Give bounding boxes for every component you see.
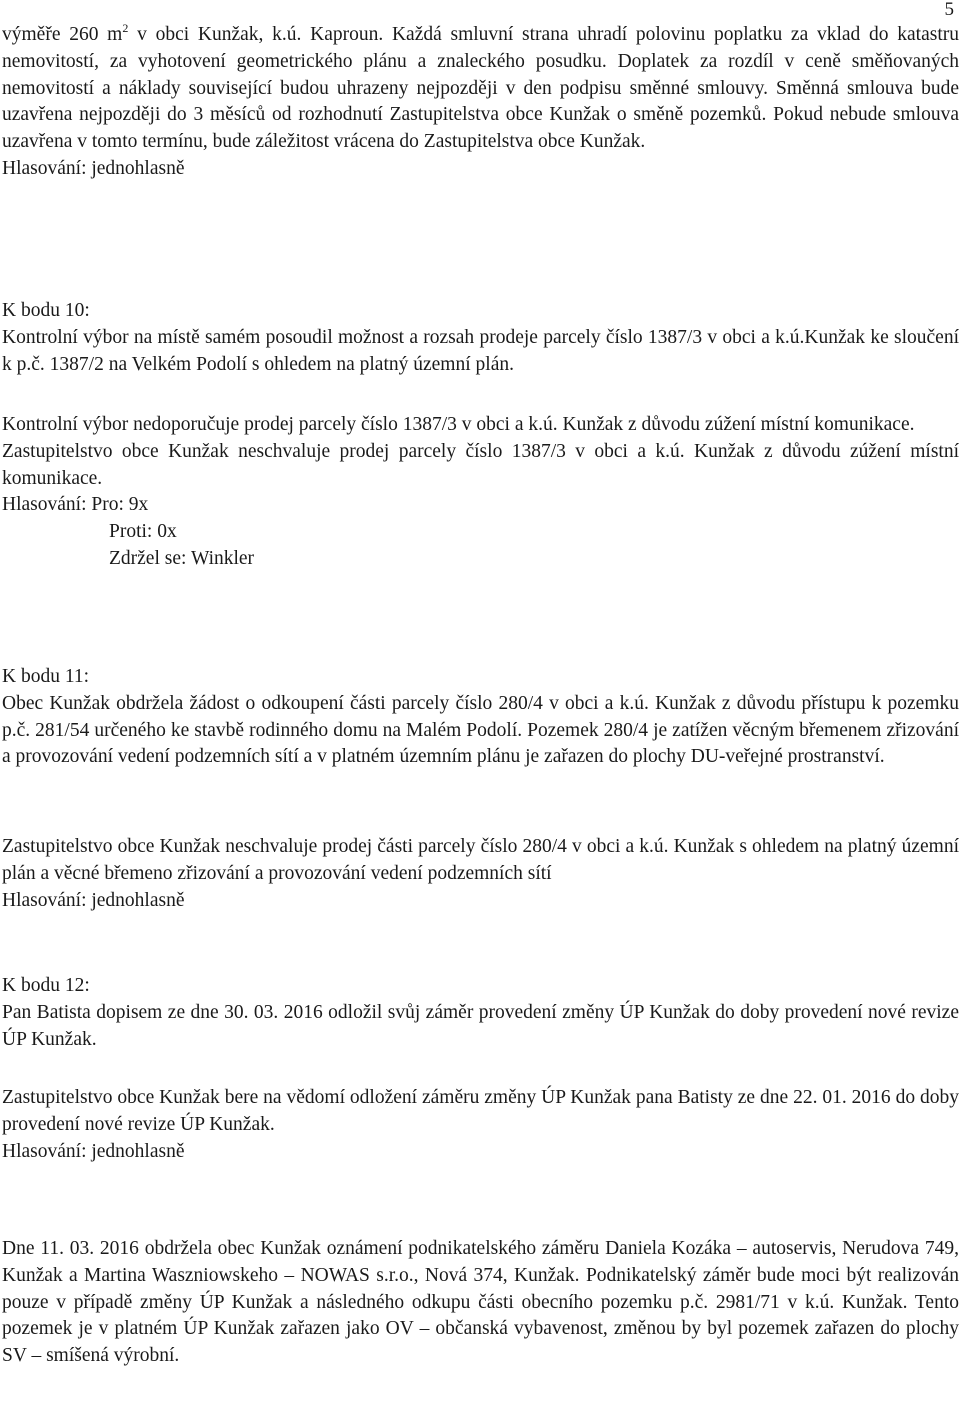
vote-abstain: Zdržel se: Winkler [109, 547, 255, 569]
item-paragraph: Zastupitelstvo obce Kunžak neschvaluje prodej části parcely číslo 280/4 v obci a k.ú. Kunžak s ohledem na platný územní plán a věcné břemeno zřizování a provozování vedení podzemních sítí [2, 836, 959, 884]
item-paragraph: Kontrolní výbor na místě samém posoudil možnost a rozsah prodeje parcely číslo 1387/3 v obci a k.ú.Kunžak ke sloučení k p.č. 1387/2 na Velkém Podolí s ohledem na platný územní plán. [2, 326, 959, 375]
item-11-decision [2, 834, 959, 914]
closing-section [2, 1236, 959, 1370]
item-paragraph: Pan Batista dopisem ze dne 30. 03. 2016 odložil svůj záměr provedení změny ÚP Kunžak do doby provedení nové revize ÚP Kunžak. [2, 1001, 959, 1050]
item-11-section [2, 664, 959, 771]
item-12-decision [2, 1085, 959, 1165]
intro-paragraph [2, 22, 959, 156]
vote-result: Hlasování: Pro: 9x [2, 494, 149, 516]
item-heading: K bodu 12: [2, 975, 90, 996]
vote-result: Hlasování: jednohlasně [2, 1140, 185, 1162]
vote-against: Proti: 0x [109, 521, 177, 543]
vote-result: Hlasování: jednohlasně [2, 157, 185, 179]
page-number: 5 [944, 0, 954, 20]
closing-paragraph: Dne 11. 03. 2016 obdržela obec Kunžak oznámení podnikatelského záměru Daniela Kozáka – autoservis, Nerudova 749, Kunžak a Martina Waszniowskeho – NOWAS s.r.o., Nová 374, Kunžak. Podnikatelský záměr bude moci být realizován pouze v případě změny ÚP Kunžak a následného odkupu části obecního pozemku p.č. 2981/71 v k.ú. Kunžak. Tento pozemek je v platném ÚP Kunžak zařazen jako OV – občanská vybavenost, změnou by byl pozemek zařazen do plochy SV – smíšená výrobní. [2, 1238, 959, 1367]
intro-text-start: výměře 260 m [2, 24, 123, 45]
item-12-section [2, 973, 959, 1053]
item-paragraph: Zastupitelstvo obce Kunžak bere na vědomí odložení záměru změny ÚP Kunžak pana Batisty ze dne 22. 01. 2016 do doby provedení nové revize ÚP Kunžak. [2, 1087, 959, 1135]
item-paragraph: Obec Kunžak obdržela žádost o odkoupení části parcely číslo 280/4 v obci a k.ú. Kunžak z důvodu přístupu k pozemku p.č. 281/54 určeného ke stavbě rodinného domu na Malém Podolí. Pozemek 280/4 je zatížen věcným břemenem zřizování a provozování vedení podzemních sítí a v platném územním plánu je zařazen do plochy DU-veřejné prostranství. [2, 692, 959, 768]
item-10-decision [2, 412, 959, 573]
vote-result: Hlasování: jednohlasně [2, 889, 185, 911]
item-paragraph: Kontrolní výbor nedoporučuje prodej parcely číslo 1387/3 v obci a k.ú. Kunžak z důvodu zúžení místní komunikace. [2, 414, 915, 435]
item-heading: K bodu 11: [2, 666, 90, 687]
intro-text-rest: v obci Kunžak, k.ú. Kaproun. Každá smluvní strana uhradí polovinu poplatku za vklad do katastru nemovitostí, za vyhotovení geometrického plánu a znaleckého posudku. Doplatek za rozdíl v ceně směňovaných nemovitostí a náklady související budou uhrazeny nejpozději v den podpisu směnné smlouvy. Směnná smlouva bude uzavřena nejpozději do 3 měsíců od rozhodnutí Zastupitelstva obce Kunžak o směně pozemků. Pokud nebude smlouva uzavřena v tomto termínu, bude záležitost vrácena do Zastupitelstva obce Kunžak. [2, 24, 959, 153]
intro-section [2, 22, 959, 183]
item-10-section [2, 298, 959, 378]
superscript-2: 2 [122, 20, 129, 35]
item-heading: K bodu 10: [2, 300, 90, 321]
item-paragraph: Zastupitelstvo obce Kunžak neschvaluje prodej parcely číslo 1387/3 v obci a k.ú. Kunžak z důvodu zúžení místní komunikace. [2, 440, 959, 489]
